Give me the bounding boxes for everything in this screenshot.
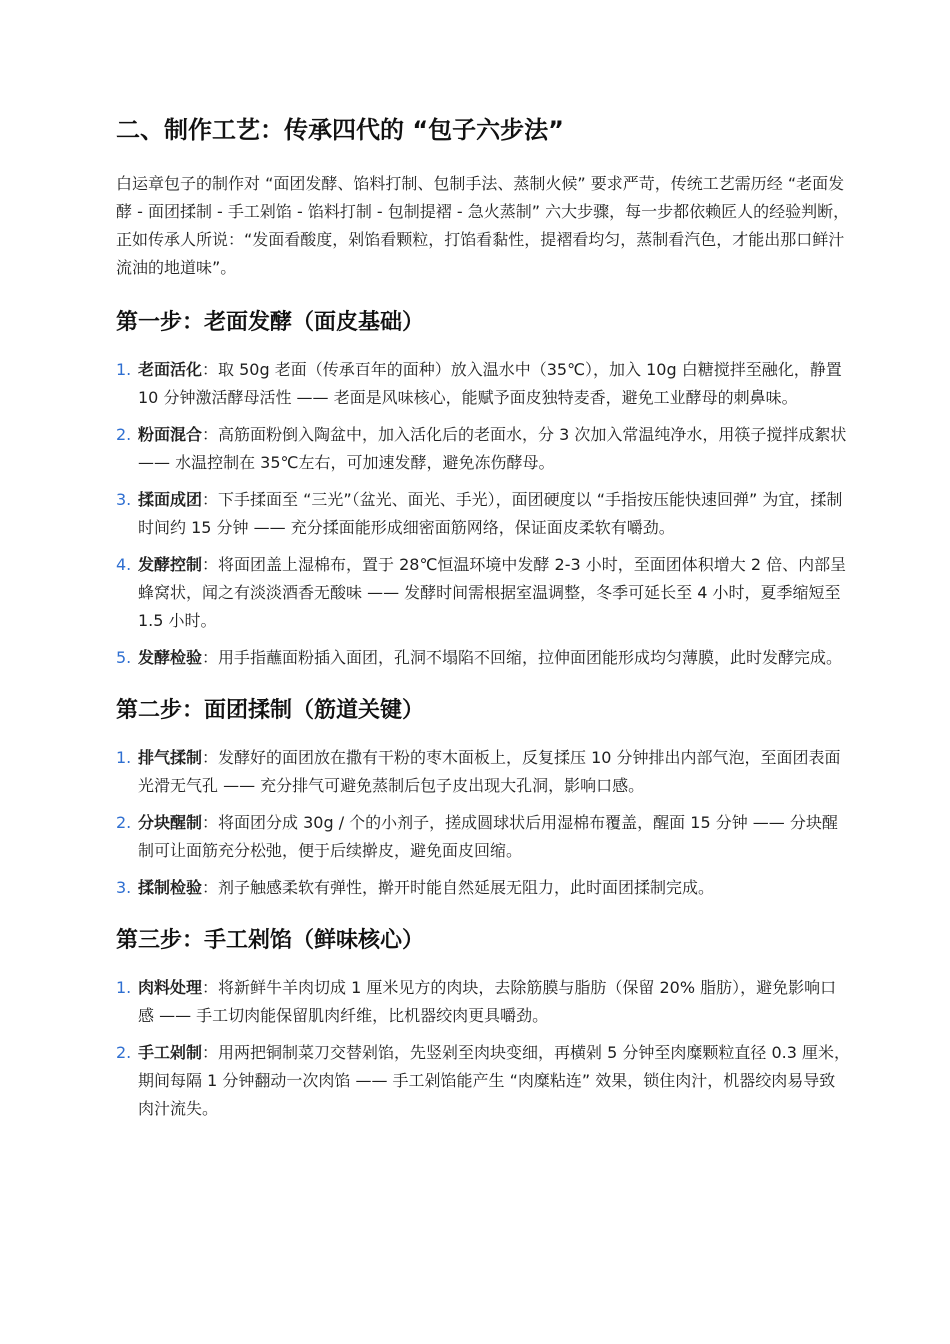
list-number: 2.	[116, 813, 132, 832]
step-list	[116, 356, 850, 672]
item-keyword: 发酵检验	[138, 648, 203, 667]
item-text: ：用两把铜制菜刀交替剁馅，先竖剁至肉块变细，再横剁 5 分钟至肉糜颗粒直径 0.3 厘米，期间每隔 1 分钟翻动一次肉馅 —— 手工剁馅能产生 “肉糜粘连” 效果，锁住肉汁，机器绞肉易导致肉汁流失。	[138, 1043, 850, 1118]
section-heading: 第二步：面团揉制（筋道关键）	[116, 698, 425, 723]
list-number: 1.	[116, 748, 132, 767]
list-item	[116, 356, 850, 412]
item-text: ：取 50g 老面（传承百年的面种）放入温水中（35℃），加入 10g 白糖搅拌至融化，静置 10 分钟激活酵母活性 —— 老面是风味核心，能赋予面皮独特麦香，避免工业酵母的刺鼻味。	[138, 360, 842, 407]
list-number: 4.	[116, 555, 132, 574]
list-item	[116, 874, 850, 902]
list-item	[116, 486, 850, 542]
item-keyword: 手工剁制	[138, 1043, 203, 1062]
item-text: ：将面团盖上湿棉布，置于 28℃恒温环境中发酵 2-3 小时，至面团体积增大 2 倍、内部呈蜂窝状，闻之有淡淡酒香无酸味 —— 发酵时间需根据室温调整，冬季可延长至 4 小时，夏季缩短至 1.5 小时。	[138, 555, 847, 630]
step-list	[116, 744, 850, 902]
list-item	[116, 809, 850, 865]
step-list	[116, 974, 850, 1123]
list-item	[116, 644, 850, 672]
item-text: ：下手揉面至 “三光”（盆光、面光、手光），面团硬度以 “手指按压能快速回弹” 为宜，揉制时间约 15 分钟 —— 充分揉面能形成细密面筋网络，保证面皮柔软有嚼劲。	[138, 490, 843, 537]
item-text: ：发酵好的面团放在撒有干粉的枣木面板上，反复揉压 10 分钟排出内部气泡，至面团表面光滑无气孔 —— 充分排气可避免蒸制后包子皮出现大孔洞，影响口感。	[138, 748, 841, 795]
list-number: 3.	[116, 878, 132, 897]
list-item	[116, 1039, 850, 1123]
item-keyword: 发酵控制	[138, 555, 203, 574]
page-title: 二、制作工艺：传承四代的 “包子六步法”	[116, 116, 564, 144]
list-number: 2.	[116, 1043, 132, 1062]
list-item	[116, 421, 850, 477]
list-item	[116, 744, 850, 800]
item-keyword: 揉制检验	[138, 878, 203, 897]
item-text: ：将面团分成 30g / 个的小剂子，搓成圆球状后用湿棉布覆盖，醒面 15 分钟 —— 分块醒制可让面筋充分松弛，便于后续擀皮，避免面皮回缩。	[138, 813, 838, 860]
item-keyword: 排气揉制	[138, 748, 203, 767]
item-keyword: 老面活化	[138, 360, 203, 379]
section-heading: 第一步：老面发酵（面皮基础）	[116, 310, 425, 335]
list-number: 2.	[116, 425, 132, 444]
section-heading: 第三步：手工剁馅（鲜味核心）	[116, 928, 425, 953]
section-step-1	[116, 306, 850, 672]
section-step-2	[116, 694, 850, 902]
item-keyword: 揉面成团	[138, 490, 203, 509]
section-step-3	[116, 924, 850, 1123]
item-keyword: 粉面混合	[138, 425, 203, 444]
item-text: ：剂子触感柔软有弹性，擀开时能自然延展无阻力，此时面团揉制完成。	[202, 878, 715, 897]
item-text: ：将新鲜牛羊肉切成 1 厘米见方的肉块，去除筋膜与脂肪（保留 20% 脂肪），避免影响口感 —— 手工切肉能保留肌肉纤维，比机器绞肉更具嚼劲。	[138, 978, 837, 1025]
list-number: 1.	[116, 360, 132, 379]
item-keyword: 分块醒制	[138, 813, 203, 832]
item-text: ：用手指蘸面粉插入面团，孔洞不塌陷不回缩，拉伸面团能形成均匀薄膜，此时发酵完成。	[202, 648, 843, 667]
intro-paragraph: 白运章包子的制作对 “面团发酵、馅料打制、包制手法、蒸制火候” 要求严苛，传统工艺需历经 “老面发酵 - 面团揉制 - 手工剁馅 - 馅料打制 - 包制提褶 - 急火蒸制” 六大步骤，每一步都依赖匠人的经验判断，正如传承人所说：“发面看酸度，剁馅看颗粒，打馅看黏性，提褶看均匀，蒸制看汽色，才能出那口鲜汁流油的地道味”。	[116, 174, 850, 277]
list-item	[116, 551, 850, 635]
list-number: 5.	[116, 648, 132, 667]
item-keyword: 肉料处理	[138, 978, 203, 997]
list-number: 3.	[116, 490, 132, 509]
item-text: ：高筋面粉倒入陶盆中，加入活化后的老面水，分 3 次加入常温纯净水，用筷子搅拌成絮状 —— 水温控制在 35℃左右，可加速发酵，避免冻伤酵母。	[138, 425, 847, 472]
list-number: 1.	[116, 978, 132, 997]
list-item	[116, 974, 850, 1030]
